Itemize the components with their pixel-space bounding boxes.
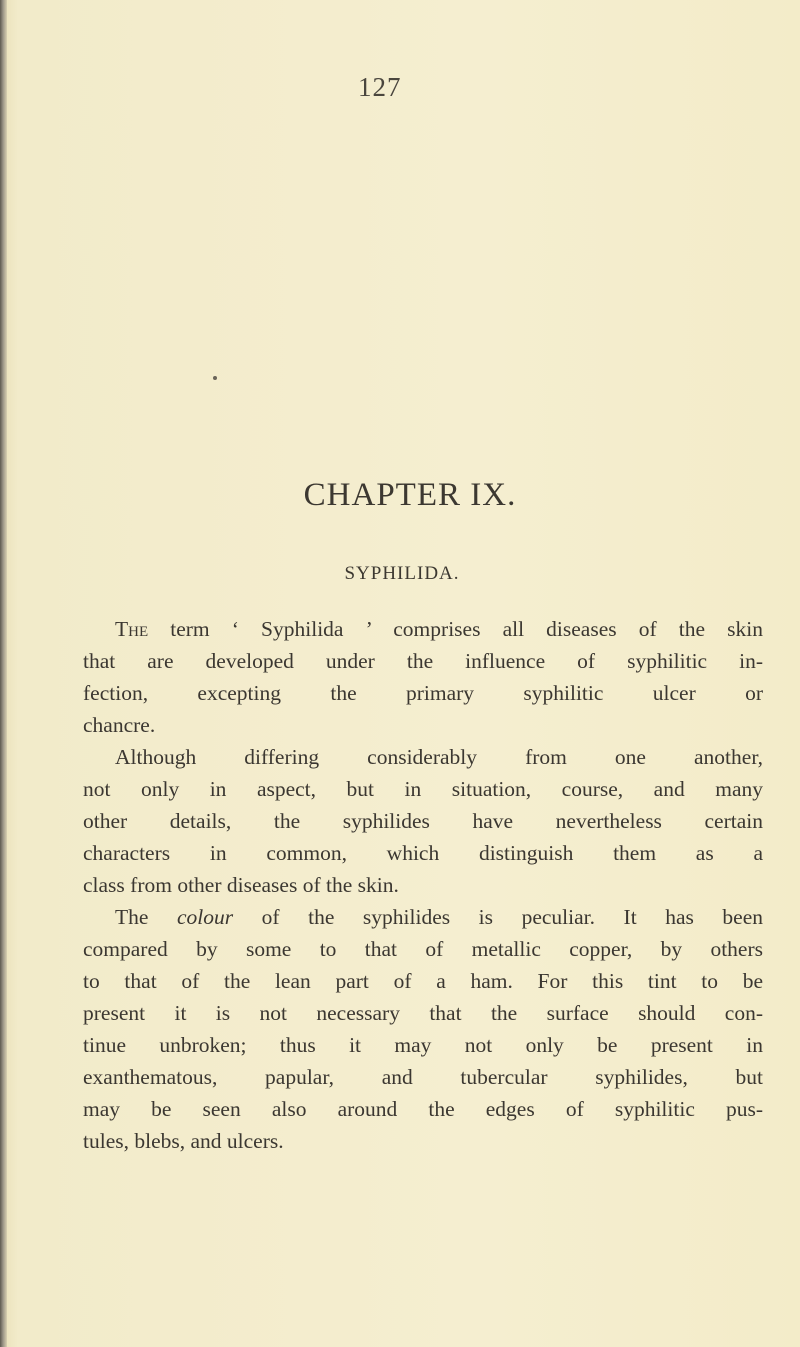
line-text: tinue unbroken; thus it may not only be present in: [83, 1033, 763, 1057]
text-line: [83, 1094, 763, 1124]
text-line: [83, 678, 763, 708]
line-text: to that of the lean part of a ham. For this tint to be: [83, 969, 763, 993]
text-line: [83, 934, 763, 964]
line-text: fection, excepting the primary syphilitic ulcer or: [83, 681, 763, 705]
line-text: term ‘ Syphilida ’ comprises all diseases of the skin: [148, 617, 763, 641]
binding-edge: [0, 0, 7, 1347]
line-text: class from other diseases of the skin.: [83, 873, 399, 897]
text-line: [83, 806, 763, 836]
line-text: other details, the syphilides have nevertheless certain: [83, 809, 763, 833]
text-line: [83, 1126, 763, 1156]
text-line: [83, 870, 763, 900]
line-text: The: [115, 905, 177, 929]
text-line: [83, 998, 763, 1028]
line-text: may be seen also around the edges of syphilitic pus-: [83, 1097, 763, 1121]
line-text: of the syphilides is peculiar. It has been: [233, 905, 764, 929]
text-line: [83, 774, 763, 804]
line-text: compared by some to that of metallic copper, by others: [83, 937, 763, 961]
emphasis-word: colour: [176, 905, 234, 929]
text-line: [115, 742, 763, 772]
line-text: tules, blebs, and ulcers.: [83, 1129, 284, 1153]
line-text: present it is not necessary that the surface should con-: [83, 1001, 763, 1025]
line-text: chancre.: [83, 713, 156, 737]
page-number: 127: [358, 72, 402, 102]
text-line: [115, 614, 763, 644]
chapter-title: CHAPTER IX.: [303, 477, 517, 513]
line-text: characters in common, which distinguish them as a: [83, 841, 763, 865]
stray-mark: [213, 376, 217, 380]
line-text: that are developed under the influence of syphilitic in-: [83, 649, 763, 673]
text-line: [83, 838, 763, 868]
text-line: [83, 1062, 763, 1092]
text-line: [115, 902, 763, 932]
line-text: not only in aspect, but in situation, course, and many: [83, 777, 763, 801]
section-heading: SYPHILIDA.: [344, 563, 460, 584]
line-text: Although differing considerably from one another,: [115, 745, 763, 769]
text-line: [83, 710, 763, 740]
line-text: exanthematous, papular, and tubercular syphilides, but: [83, 1065, 763, 1089]
text-line: [83, 1030, 763, 1060]
text-line: [83, 966, 763, 996]
text-line: [83, 646, 763, 676]
lead-word: The: [115, 617, 149, 641]
